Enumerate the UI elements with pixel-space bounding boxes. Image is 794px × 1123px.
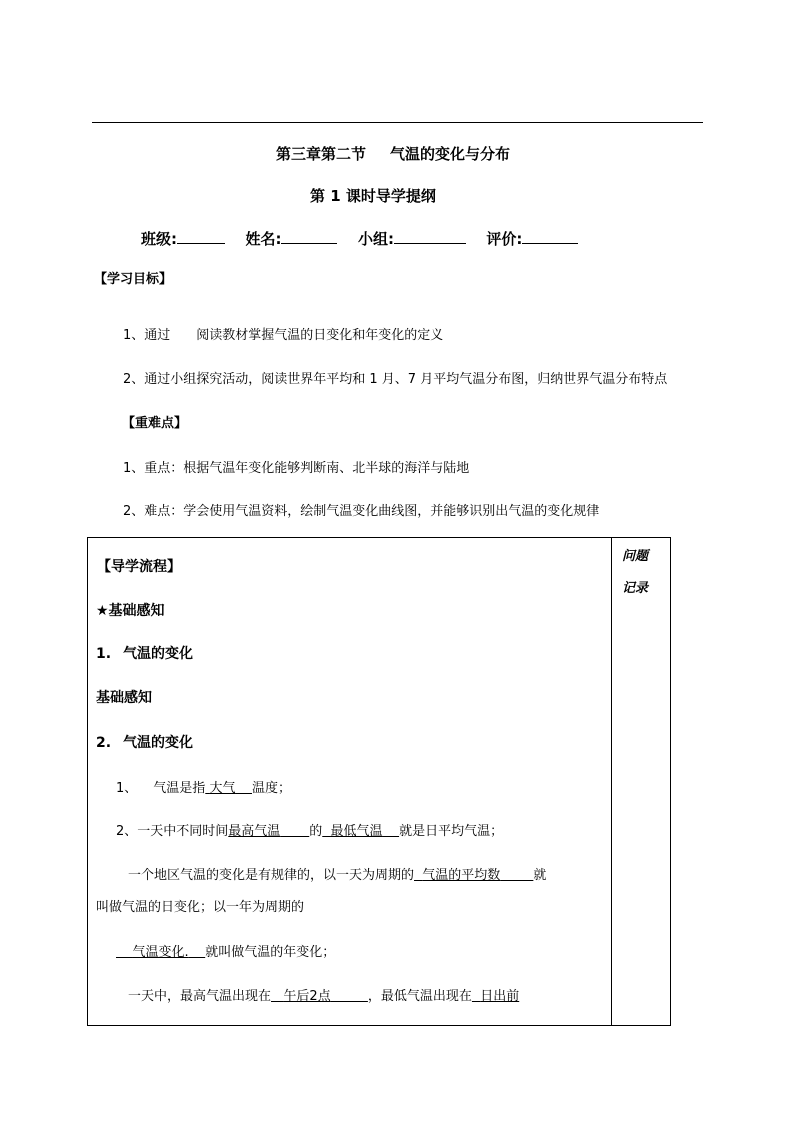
objective-1-text: 阅读教材掌握气温的日变化和年变化的定义 bbox=[196, 328, 444, 343]
paragraph-2-text: 就叫做气温的年变化； bbox=[205, 945, 336, 960]
paragraph-3-answer-2: 日出前 bbox=[480, 989, 520, 1004]
title-chapter: 第三章第二节 bbox=[276, 145, 367, 163]
question-1-text-b: 温度； bbox=[251, 781, 291, 796]
question-2-answer-2: 最低气温 bbox=[330, 824, 383, 839]
page-title bbox=[276, 143, 510, 164]
paragraph-2 bbox=[116, 941, 335, 960]
question-2-text-c: 就是日平均气温； bbox=[399, 824, 504, 839]
name-label: 姓名: bbox=[245, 230, 282, 248]
question-2 bbox=[116, 820, 503, 839]
question-1-text-a: 气温是指 bbox=[153, 781, 206, 796]
paragraph-1-text-a: 一个地区气温的变化是有规律的，以一天为周期的 bbox=[128, 868, 415, 883]
header-rule bbox=[92, 122, 703, 123]
section-1-number: 1. bbox=[96, 646, 112, 662]
keypoints-heading: 【重难点】 bbox=[122, 416, 188, 431]
paragraph-1-line-2: 叫做气温的日变化；以一年为周期的 bbox=[96, 900, 305, 915]
group-blank[interactable] bbox=[394, 229, 466, 244]
keypoint-item-2: 2、难点：学会使用气温资料，绘制气温变化曲线图，并能够识别出气温的变化规律 bbox=[123, 504, 600, 519]
question-1-answer: 大气 bbox=[209, 781, 236, 796]
section-2-number: 2. bbox=[96, 735, 112, 751]
paragraph-3-text-b: ，最低气温出现在 bbox=[367, 989, 472, 1004]
sidebar-label-question: 问题 bbox=[622, 549, 649, 564]
table-divider bbox=[611, 537, 612, 1026]
title-topic: 气温的变化与分布 bbox=[390, 145, 511, 163]
basic-perception-2: 基础感知 bbox=[96, 690, 152, 706]
sidebar-label-record: 记录 bbox=[622, 581, 649, 596]
paragraph-1-answer: 气温的平均数 bbox=[422, 868, 501, 883]
question-1 bbox=[116, 777, 291, 796]
paragraph-3 bbox=[128, 985, 519, 1004]
objective-1-prefix: 1、通过 bbox=[123, 328, 171, 343]
section-2-title bbox=[96, 732, 193, 752]
objectives-heading: 【学习目标】 bbox=[94, 272, 173, 287]
paragraph-1-line-1 bbox=[128, 864, 546, 883]
paragraph-1-text-b: 就 bbox=[533, 868, 547, 883]
group-label: 小组: bbox=[357, 230, 394, 248]
question-2-answer-1: 最高气温 bbox=[228, 824, 281, 839]
question-2-text-a: 2、一天中不同时间 bbox=[116, 824, 229, 839]
section-1-title bbox=[96, 643, 193, 663]
paragraph-3-text-a: 一天中，最高气温出现在 bbox=[128, 989, 272, 1004]
eval-label: 评价: bbox=[486, 230, 523, 248]
basic-perception-1: ★基础感知 bbox=[96, 603, 165, 619]
section-2-text: 气温的变化 bbox=[123, 735, 194, 751]
page-subtitle: 第 1 课时导学提纲 bbox=[310, 187, 436, 205]
info-line bbox=[141, 228, 578, 249]
question-1-prefix: 1、 bbox=[116, 781, 138, 796]
paragraph-2-answer: 气温变化. bbox=[132, 945, 189, 960]
class-blank[interactable] bbox=[177, 229, 225, 244]
paragraph-3-answer-1: 午后2点 bbox=[283, 989, 331, 1004]
process-heading: 【导学流程】 bbox=[97, 559, 181, 575]
keypoint-item-1: 1、重点：根据气温年变化能够判断南、北半球的海洋与陆地 bbox=[123, 461, 470, 476]
name-blank[interactable] bbox=[281, 229, 337, 244]
objective-item-2: 2、通过小组探究活动，阅读世界年平均和 1 月、7 月平均气温分布图，归纳世界气温分布特点 bbox=[123, 372, 668, 387]
eval-blank[interactable] bbox=[522, 229, 578, 244]
class-label: 班级: bbox=[141, 230, 177, 248]
section-1-text: 气温的变化 bbox=[123, 646, 194, 662]
objective-item-1 bbox=[123, 324, 443, 343]
question-2-text-b: 的 bbox=[309, 824, 323, 839]
